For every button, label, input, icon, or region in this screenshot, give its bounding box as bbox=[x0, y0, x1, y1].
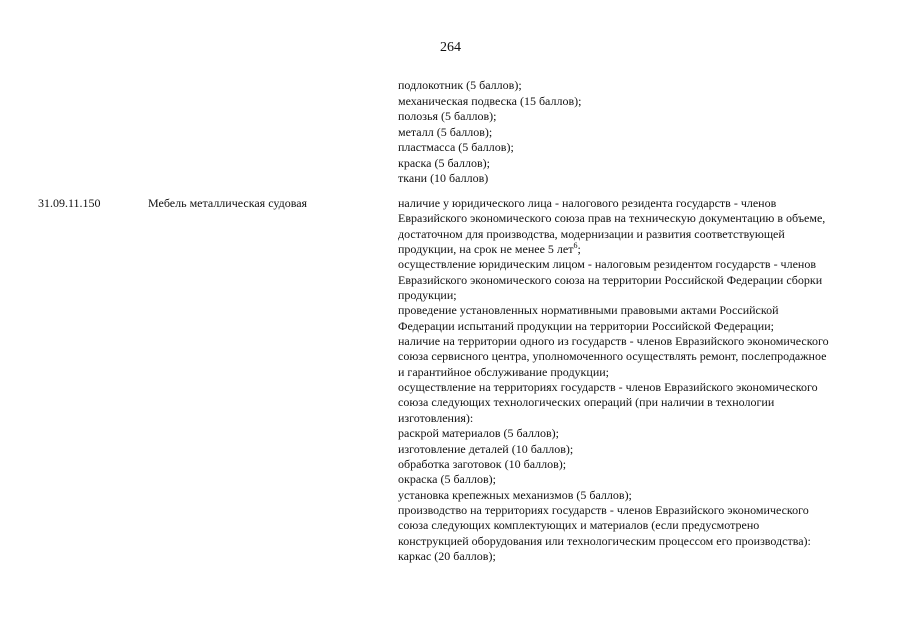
list-item: установка крепежных механизмов (5 баллов); bbox=[398, 487, 632, 502]
list-item: пластмасса (5 баллов); bbox=[398, 140, 514, 154]
list-item: механическая подвеска (15 баллов); bbox=[398, 93, 582, 108]
list-item: конструкцией оборудования или технологическим процессом его производства): bbox=[398, 533, 811, 548]
list-item: Евразийского экономического союза на территории Российской Федерации сборки bbox=[398, 272, 823, 287]
list-item: раскрой материалов (5 баллов); bbox=[398, 426, 560, 441]
list-item: полозья (5 баллов); bbox=[398, 109, 497, 123]
list-item: проведение установленных нормативными правовыми актами Российской bbox=[398, 303, 779, 318]
list-item: осуществление на территориях государств - членов Евразийского экономического bbox=[398, 380, 818, 395]
footnote-suffix: ; bbox=[577, 242, 581, 257]
list-item: обработка заготовок (10 баллов); bbox=[398, 456, 567, 471]
list-item: союза сервисного центра, уполномоченного осуществлять ремонт, послепродажное bbox=[398, 349, 827, 364]
product-name: Мебель металлическая судовая bbox=[148, 196, 308, 210]
list-item: производство на территориях государств - членов Евразийского экономического bbox=[398, 502, 809, 517]
list-item: союза следующих технологических операций (при наличии в технологии bbox=[398, 395, 775, 410]
list-item: каркас (20 баллов); bbox=[398, 548, 496, 563]
list-item bbox=[398, 242, 878, 257]
list-item: наличие у юридического лица - налогового резидента государств - членов bbox=[398, 196, 777, 210]
list-item: продукции; bbox=[398, 288, 457, 303]
list-item: осуществление юридическим лицом - налоговым резидентом государств - членов bbox=[398, 257, 816, 272]
footnote-mark: 6 bbox=[573, 241, 578, 251]
list-item: изготовления): bbox=[398, 410, 474, 425]
page-number: 264 bbox=[440, 40, 461, 55]
list-item: и гарантийное обслуживание продукции; bbox=[398, 364, 609, 379]
continuation-list bbox=[398, 78, 878, 187]
list-item: изготовление деталей (10 баллов); bbox=[398, 441, 574, 456]
list-item: краска (5 баллов); bbox=[398, 155, 490, 170]
list-item: наличие на территории одного из государств - членов Евразийского экономического bbox=[398, 334, 829, 349]
list-item: металл (5 баллов); bbox=[398, 124, 493, 139]
list-item: достаточном для производства, модернизации и развития соответствующей bbox=[398, 226, 785, 241]
list-item: окраска (5 баллов); bbox=[398, 472, 496, 487]
list-item: подлокотник (5 баллов); bbox=[398, 78, 522, 92]
list-item-text: продукции, на срок не менее 5 лет bbox=[398, 242, 574, 257]
list-item: союза следующих комплектующих и материалов (если предусмотрено bbox=[398, 518, 760, 533]
list-item: Федерации испытаний продукции на территории Российской Федерации; bbox=[398, 318, 774, 333]
list-item: Евразийского экономического союза прав на техническую документацию в объеме, bbox=[398, 211, 826, 226]
product-code: 31.09.11.150 bbox=[38, 196, 101, 210]
requirements-list bbox=[398, 196, 878, 564]
list-item: ткани (10 баллов) bbox=[398, 171, 489, 185]
